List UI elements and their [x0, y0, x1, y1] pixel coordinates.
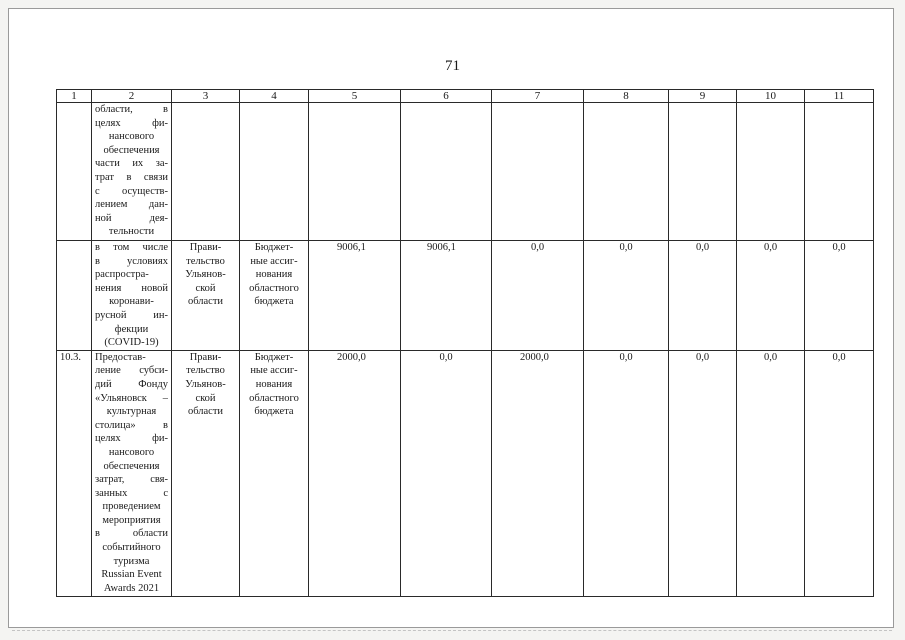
description-line: нансового: [108, 446, 155, 458]
description-line: в условиях: [95, 255, 168, 267]
executor-line: ской: [195, 282, 216, 294]
description-line: культурная: [106, 406, 157, 418]
description-line: столица» в: [95, 419, 168, 431]
row-description: [92, 350, 172, 596]
source-line: Бюджет-: [254, 351, 294, 363]
description-line: целях фи-: [95, 117, 168, 129]
row-description: [92, 241, 172, 351]
column-header: 8: [584, 90, 669, 103]
description-line: (COVID-19): [104, 337, 159, 349]
row-value: 0,0: [805, 350, 874, 596]
row-source: [240, 241, 309, 351]
row-value: 0,0: [805, 241, 874, 351]
row-value: 9006,1: [401, 241, 492, 351]
column-header: 1: [57, 90, 92, 103]
executor-line: тельство: [186, 255, 225, 267]
column-header: 3: [172, 90, 240, 103]
executor-line: Прави-: [189, 351, 222, 363]
description-line: фекции: [114, 323, 149, 335]
description-line: нансового: [108, 131, 155, 143]
description-line: лением дан-: [95, 199, 168, 211]
description-line: в том числе: [95, 242, 168, 253]
column-header: 2: [92, 90, 172, 103]
description-line: части их за-: [95, 158, 168, 170]
column-header: 5: [309, 90, 401, 103]
executor-line: области: [187, 406, 224, 418]
table-row: [57, 350, 874, 596]
executor-line: области: [187, 296, 224, 308]
row-value: 0,0: [737, 350, 805, 596]
row-id: 10.3.: [57, 350, 92, 596]
description-line: обеспечения: [103, 460, 160, 472]
row-value: 0,0: [737, 241, 805, 351]
description-line: распростра-: [95, 269, 149, 281]
column-header: 11: [805, 90, 874, 103]
description-line: ление субси-: [95, 365, 168, 377]
description-line: дий Фонду: [95, 378, 168, 390]
row-id: [57, 103, 92, 241]
row-value: [805, 103, 874, 241]
row-value: 0,0: [401, 350, 492, 596]
column-header: 7: [492, 90, 584, 103]
source-line: бюджета: [254, 406, 294, 418]
description-line: событийного: [102, 542, 161, 554]
source-line: бюджета: [254, 296, 294, 308]
row-executor: [172, 103, 240, 241]
description-line: «Ульяновск –: [95, 392, 168, 404]
description-line: трат в связи: [95, 171, 168, 183]
source-line: областного: [249, 392, 299, 404]
row-value: 0,0: [669, 241, 737, 351]
table-row: [57, 103, 874, 241]
description-line: тельности: [108, 226, 155, 238]
description-line: занных с: [95, 487, 168, 499]
description-line: целях фи-: [95, 433, 168, 445]
description-line: туризма: [113, 555, 150, 567]
column-header: 10: [737, 90, 805, 103]
row-value: 0,0: [584, 241, 669, 351]
table-row: [57, 241, 874, 351]
row-value: [584, 103, 669, 241]
row-value: [309, 103, 401, 241]
row-value: [401, 103, 492, 241]
row-value: 2000,0: [492, 350, 584, 596]
description-line: проведением: [102, 501, 161, 513]
description-line: Awards 2021: [103, 582, 160, 594]
row-value: 0,0: [669, 350, 737, 596]
row-executor: [172, 350, 240, 596]
description-line: ной дея-: [95, 212, 168, 224]
row-source: [240, 103, 309, 241]
source-line: областного: [249, 282, 299, 294]
row-value: 0,0: [492, 241, 584, 351]
description-line: области, в: [95, 104, 168, 115]
column-header: 4: [240, 90, 309, 103]
executor-line: Прави-: [189, 242, 222, 253]
description-line: мероприятия: [102, 514, 161, 526]
page-number: 71: [445, 58, 460, 74]
source-line: ные ассиг-: [250, 365, 298, 377]
source-line: ные ассиг-: [250, 255, 298, 267]
description-line: Предостав-: [95, 351, 146, 363]
description-line: нения новой: [95, 282, 168, 294]
row-value: 2000,0: [309, 350, 401, 596]
column-header: 6: [401, 90, 492, 103]
row-executor: [172, 241, 240, 351]
row-value: 9006,1: [309, 241, 401, 351]
row-source: [240, 350, 309, 596]
header-row: [57, 90, 874, 103]
row-value: [737, 103, 805, 241]
description-line: с осуществ-: [95, 185, 168, 197]
description-line: затрат, свя-: [95, 474, 168, 486]
source-line: нования: [255, 269, 293, 281]
row-description: [92, 103, 172, 241]
scan-edge-line: [12, 630, 892, 631]
budget-table: [56, 89, 874, 597]
executor-line: ской: [195, 392, 216, 404]
description-line: русной ин-: [95, 309, 168, 321]
row-value: [669, 103, 737, 241]
executor-line: Ульянов-: [185, 378, 226, 390]
row-value: [492, 103, 584, 241]
row-value: 0,0: [584, 350, 669, 596]
description-line: обеспечения: [103, 144, 160, 156]
source-line: нования: [255, 378, 293, 390]
description-line: в области: [95, 528, 168, 540]
description-line: коронави-: [109, 296, 154, 308]
executor-line: тельство: [186, 365, 225, 377]
column-header: 9: [669, 90, 737, 103]
source-line: Бюджет-: [254, 242, 294, 253]
row-id: [57, 241, 92, 351]
executor-line: Ульянов-: [185, 269, 226, 281]
description-line: Russian Event: [101, 569, 162, 581]
